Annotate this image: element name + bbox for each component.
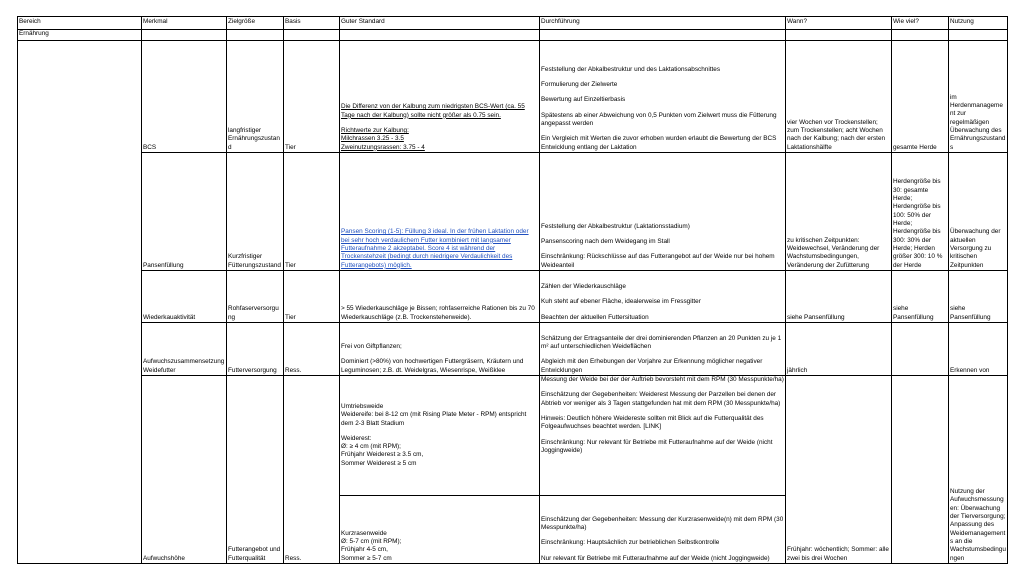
header-cell: Wie viel? xyxy=(892,17,949,30)
header-cell: Zielgröße xyxy=(227,17,284,30)
wieviel-cell: Herdengröße bis 30: gesamte Herde; Herdengröße bis 100: 50% der Herde; Herdengröße bis 300: 30% der Herde; Herden größer 300: 10 % der Herde xyxy=(892,153,949,271)
durchfuehrung-cell xyxy=(540,323,786,376)
standard-text: Umtriebsweide xyxy=(341,402,384,410)
merkmal-cell: BCS xyxy=(142,41,227,153)
nutzung-cell: Überwachung der aktuellen Versorgung zu kritischen Zeitpunkten xyxy=(949,153,1008,271)
durchfuehrung-text: Ein Vergleich mit Werten die zuvor erhoben wurden erlaubt die Bewertung der BCS Entwicklung entlang der Laktation xyxy=(541,135,777,151)
durchfuehrung-text: Kuh steht auf ebener Fläche, idealerweise im Fressgitter xyxy=(541,298,701,306)
section-label: Ernährung xyxy=(18,30,142,41)
durchfuehrung-text: Zählen der Wiederkauschläge xyxy=(541,283,626,291)
durchfuehrung-text: Feststellung der Abkalbestruktur (Laktationsstadium) xyxy=(541,222,690,230)
durchfuehrung-text: Abgleich mit den Erhebungen der Vorjahre zur Erkennung möglicher negativer Entwicklungen xyxy=(541,358,763,374)
nutzung-cell: im Herdenmanagement zur regelmäßigen Überwachung des Ernährungszustands xyxy=(949,41,1008,153)
standard-text: Sommer ≥ 5-7 cm xyxy=(341,554,392,562)
wieviel-cell xyxy=(892,376,949,564)
table-row xyxy=(18,153,1008,271)
standard-link[interactable]: Pansen Scoring (1-5): Füllung 3 ideal. In der frühen Laktation oder bei sehr hoch verdaulichem Futter kombiniert mit langsamer Futteraufnahme 2 akzeptabel. Score 4 ist während der Trockenstehzeit (bedingt durch niedrigere Verdaulichkeit des Futterangebots) möglich. xyxy=(341,228,529,269)
header-cell: Wann? xyxy=(786,17,892,30)
ziel-cell: Futterangebot und Futterqualität xyxy=(227,376,284,564)
durchfuehrung-text: Beachten der aktuellen Futtersituation xyxy=(541,313,649,321)
wann-cell: zu kritischen Zeitpunkten: Weidewechsel, Veränderung der Wachstumsbedingungen, Veränderung der Zufütterung xyxy=(786,153,892,271)
standard-cell xyxy=(340,153,540,271)
merkmal-cell: Wiederkauaktivität xyxy=(142,271,227,323)
wann-cell: vier Wochen vor Trockenstellen; zum Trockenstellen; acht Wochen nach der Kalbung; nach der ersten Laktationshälfte xyxy=(786,41,892,153)
merkmal-cell: Pansenfüllung xyxy=(142,153,227,271)
wieviel-cell xyxy=(892,323,949,376)
durchfuehrung-text: Feststellung der Abkalbestruktur und des Laktationsabschnittes xyxy=(541,65,721,73)
standard-text: Die Differenz von der Kalbung zum niedrigsten BCS-Wert (ca. 55 Tage nach der Kalbung) sollte nicht größer als 0.75 sein. xyxy=(341,103,525,119)
wann-cell: Frühjahr: wöchentlich; Sommer: alle zwei bis drei Wochen xyxy=(786,376,892,564)
standard-text: Ø: ≥ 4 cm (mit RPM); xyxy=(341,443,401,451)
wieviel-cell: gesamte Herde xyxy=(892,41,949,153)
ziel-cell: langfristiger Ernährungszustand xyxy=(227,41,284,153)
basis-cell: Tier xyxy=(284,271,340,323)
ziel-cell: Futterversorgung xyxy=(227,323,284,376)
table-row xyxy=(18,41,1008,153)
header-cell: Basis xyxy=(284,17,340,30)
standard-text: Frei von Giftpflanzen; xyxy=(341,343,402,351)
header-row xyxy=(18,17,1008,30)
basis-cell: Tier xyxy=(284,41,340,153)
bereich-cell xyxy=(18,41,142,564)
table-row xyxy=(18,376,1008,496)
durchfuehrung-text: Formulierung der Zielwerte xyxy=(541,81,618,89)
durchfuehrung-text: Messung der Weide bei der der Auftrieb bevorsteht mit dem RPM (30 Messpunkte/ha) xyxy=(541,376,784,383)
standard-text: Milchrassen 3.25 - 3.5 xyxy=(341,135,404,143)
nutzung-cell: siehe Pansenfüllung xyxy=(949,271,1008,323)
basis-cell: Ress. xyxy=(284,376,340,564)
basis-cell: Ress. xyxy=(284,323,340,376)
header-cell: Nutzung xyxy=(949,17,1008,30)
standard-text: Sommer Weiderest ≥ 5 cm xyxy=(341,459,417,467)
standard-cell xyxy=(340,496,540,564)
section-row xyxy=(18,30,1008,41)
standard-text: Kurzrasenweide xyxy=(341,529,387,537)
durchfuehrung-text: Nur relevant für Betriebe mit Futteraufnahme auf der Weide (nicht Joggingweide) xyxy=(541,554,770,562)
wann-cell: jährlich xyxy=(786,323,892,376)
standard-cell xyxy=(340,376,540,496)
durchfuehrung-text: Einschränkung: Rückschlüsse auf das Futterangebot auf der Weide nur bei hohem Weideanteil xyxy=(541,253,775,269)
standard-cell xyxy=(340,323,540,376)
header-cell: Durchführung xyxy=(540,17,786,30)
header-cell: Guter Standard xyxy=(340,17,540,30)
durchfuehrung-text: Einschätzung der Gegebenheiten: Messung der Kurzrasenweide(n) mit dem RPM (30 Messpunkte/ha) xyxy=(541,515,784,532)
wann-cell: siehe Pansenfüllung xyxy=(786,271,892,323)
durchfuehrung-text: Einschränkung: Hauptsächlich zur betrieblichen Selbstkontrolle xyxy=(541,539,720,547)
standard-text: Ø: 5-7 cm (mit RPM); xyxy=(341,538,402,546)
durchfuehrung-cell xyxy=(540,153,786,271)
standard-text: Dominiert (>80%) von hochwertigen Futtergräsern, Kräutern und Leguminosen; z.B. dt. Weidelgras, Wiesenrispe, Weißklee xyxy=(341,358,524,374)
standard-text: Weiderest: xyxy=(341,434,372,442)
durchfuehrung-cell xyxy=(540,271,786,323)
standard-text: Richtwerte zur Kalbung: xyxy=(341,127,409,135)
durchfuehrung-cell xyxy=(540,496,786,564)
durchfuehrung-text: Bewertung auf Einzeltierbasis xyxy=(541,96,626,104)
durchfuehrung-cell xyxy=(540,376,786,496)
wieviel-cell: siehe Pansenfüllung xyxy=(892,271,949,323)
ziel-cell: Kurzfristiger Fütterungszustand xyxy=(227,153,284,271)
nutzung-cell: Nutzung der Aufwuchsmessungen: Überwachung der Tierversorgung; Anpassung des Weidemanagements an die Wachstumsbedingungen xyxy=(949,376,1008,564)
criteria-table xyxy=(17,16,1008,564)
standard-cell xyxy=(340,41,540,153)
nutzung-cell: Erkennen von xyxy=(949,323,1008,376)
merkmal-cell: Aufwuchshöhe xyxy=(142,376,227,564)
durchfuehrung-text: Spätestens ab einer Abweichung von 0,5 Punkten vom Zielwert muss die Fütterung angepasst werden xyxy=(541,111,777,128)
standard-cell: > 55 Wiederkauschläge je Bissen; rohfaserreiche Rationen bis zu 70 Wiederkauschläge (z.B. Trockensteherweide). xyxy=(340,271,540,323)
table-row xyxy=(18,323,1008,376)
durchfuehrung-text: Einschränkung: Nur relevant für Betriebe mit Futteraufnahme auf der Weide (nicht Joggingweide) xyxy=(541,438,773,454)
standard-text: Frühjahr 4-5 cm, xyxy=(341,546,388,554)
header-cell: Merkmal xyxy=(142,17,227,30)
standard-text: Zweinutzungsrassen: 3.75 - 4 xyxy=(341,143,425,151)
standard-text: Frühjahr Weiderest ≥ 3.5 cm, xyxy=(341,451,424,459)
merkmal-cell: Aufwuchszusammensetzung Weidefutter xyxy=(142,323,227,376)
durchfuehrung-cell xyxy=(540,41,786,153)
header-cell: Bereich xyxy=(18,17,142,30)
durchfuehrung-text: Schätzung der Ertragsanteile der drei dominierenden Pflanzen an 20 Punkten zu je 1 m² auf unterschiedlichen Weideflächen xyxy=(541,334,782,351)
table-row xyxy=(18,271,1008,323)
basis-cell: Tier xyxy=(284,153,340,271)
standard-text: Weidereife: bei 8-12 cm (mit Rising Plate Meter - RPM) entspricht dem 2-3 Blatt Stadium xyxy=(341,411,527,427)
durchfuehrung-text: Pansenscoring nach dem Weidegang im Stall xyxy=(541,238,670,246)
ziel-cell: Rohfaserversorgung xyxy=(227,271,284,323)
durchfuehrung-text: Einschätzung der Gegebenheiten: Weiderest Messung der Parzellen bei denen der Abtrieb vor weniger als 3 Tagen stattgefunden hat mit dem RPM (30 Messpunkte/ha) xyxy=(541,391,781,407)
durchfuehrung-text: Hinweis: Deutlich höhere Weidereste sollten mit Blick auf die Futterqualität des Folgeaufwuchses beachtet werden. [LINK] xyxy=(541,414,764,431)
